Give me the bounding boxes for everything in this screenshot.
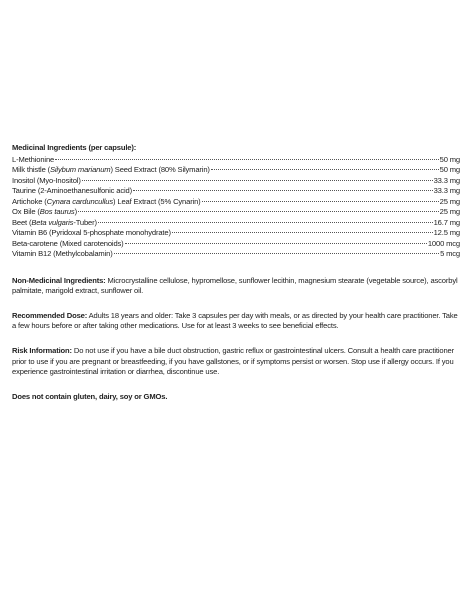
ingredient-row — [12, 197, 460, 208]
ingredient-amount: 50 mg — [439, 165, 460, 175]
ingredient-row — [12, 228, 460, 239]
dot-leader — [114, 253, 439, 254]
dot-leader — [211, 169, 439, 170]
ingredient-amount: 33.3 mg — [433, 175, 460, 185]
ingredient-row — [12, 218, 460, 229]
ingredient-name: Artichoke (Cynara carduncullus) Leaf Extract (5% Cynarin) — [12, 196, 201, 206]
dot-leader — [55, 159, 439, 160]
ingredient-amount: 50 mg — [439, 154, 460, 164]
ingredient-amount: 12.5 mg — [433, 228, 460, 238]
recommended-dose-label: Recommended Dose: — [12, 310, 88, 320]
allergen-statement: Does not contain gluten, dairy, soy or GMOs. — [12, 391, 168, 401]
ingredient-name: Vitamin B6 (Pyridoxal 5-phosphate monohydrate) — [12, 228, 171, 238]
ingredient-row — [12, 239, 460, 250]
ingredient-row — [12, 165, 460, 176]
dot-leader — [133, 190, 433, 191]
medicinal-ingredients-heading: Medicinal Ingredients (per capsule): — [12, 143, 137, 152]
recommended-dose — [12, 311, 460, 332]
ingredient-amount: 1000 mcg — [427, 238, 460, 248]
ingredient-amount: 16.7 mg — [433, 217, 460, 227]
dot-leader — [82, 180, 433, 181]
ingredient-name: Ox Bile (Bos taurus) — [12, 207, 77, 217]
risk-information — [12, 346, 460, 378]
ingredient-amount: 5 mcg — [440, 249, 460, 259]
ingredient-amount: 25 mg — [439, 207, 460, 217]
ingredient-name: L-Methionine — [12, 154, 55, 164]
risk-information-label: Risk Information: — [12, 345, 72, 355]
ingredient-row — [12, 176, 460, 187]
ingredient-row — [12, 186, 460, 197]
recommended-dose-text: Adults 18 years and older: Take 3 capsules per day with meals, or as directed by your health care practitioner. Take a few hours before or after taking other medications. Use for at least 3 weeks to see beneficial effects. — [12, 310, 458, 331]
ingredient-amount: 33.3 mg — [433, 186, 460, 196]
ingredient-name: Taurine (2-Aminoethanesulfonic acid) — [12, 186, 132, 196]
risk-information-text: Do not use if you have a bile duct obstruction, gastric reflux or gastrointestinal ulcers. Consult a health care practitioner prior to use if you are pregnant or breastfeeding, if you have gallstones, or if symptoms persist or worsen. Stop use if allergy occurs. If you experience gastrointestinal irritation or diarrhea, discontinue use. — [12, 345, 454, 377]
dot-leader — [125, 243, 427, 244]
non-medicinal-text: Microcrystalline cellulose, hypromellose, sunflower lecithin, magnesium stearate (vegetable source), ascorbyl palmitate, marigold extract, sunflower oil. — [12, 275, 458, 296]
ingredient-name: Vitamin B12 (Methylcobalamin) — [12, 249, 113, 259]
ingredient-name: Beta-carotene (Mixed carotenoids) — [12, 238, 124, 248]
non-medicinal-ingredients — [12, 276, 460, 297]
ingredient-name: Beet (Beta vulgaris-Tuber) — [12, 217, 97, 227]
ingredient-row — [12, 207, 460, 218]
non-medicinal-label: Non-Medicinal Ingredients: — [12, 275, 106, 285]
ingredient-amount: 25 mg — [439, 196, 460, 206]
dot-leader — [172, 232, 433, 233]
dot-leader — [78, 211, 439, 212]
dot-leader — [202, 201, 439, 202]
ingredient-name: Inositol (Myo-Inositol) — [12, 175, 81, 185]
ingredient-name: Milk thistle (Silybum marianum) Seed Extract (80% Silymarin) — [12, 165, 210, 175]
dot-leader — [98, 222, 433, 223]
ingredient-row — [12, 155, 460, 166]
supplement-facts-document — [12, 143, 460, 402]
ingredient-row — [12, 249, 460, 260]
medicinal-ingredients-list — [12, 155, 460, 260]
